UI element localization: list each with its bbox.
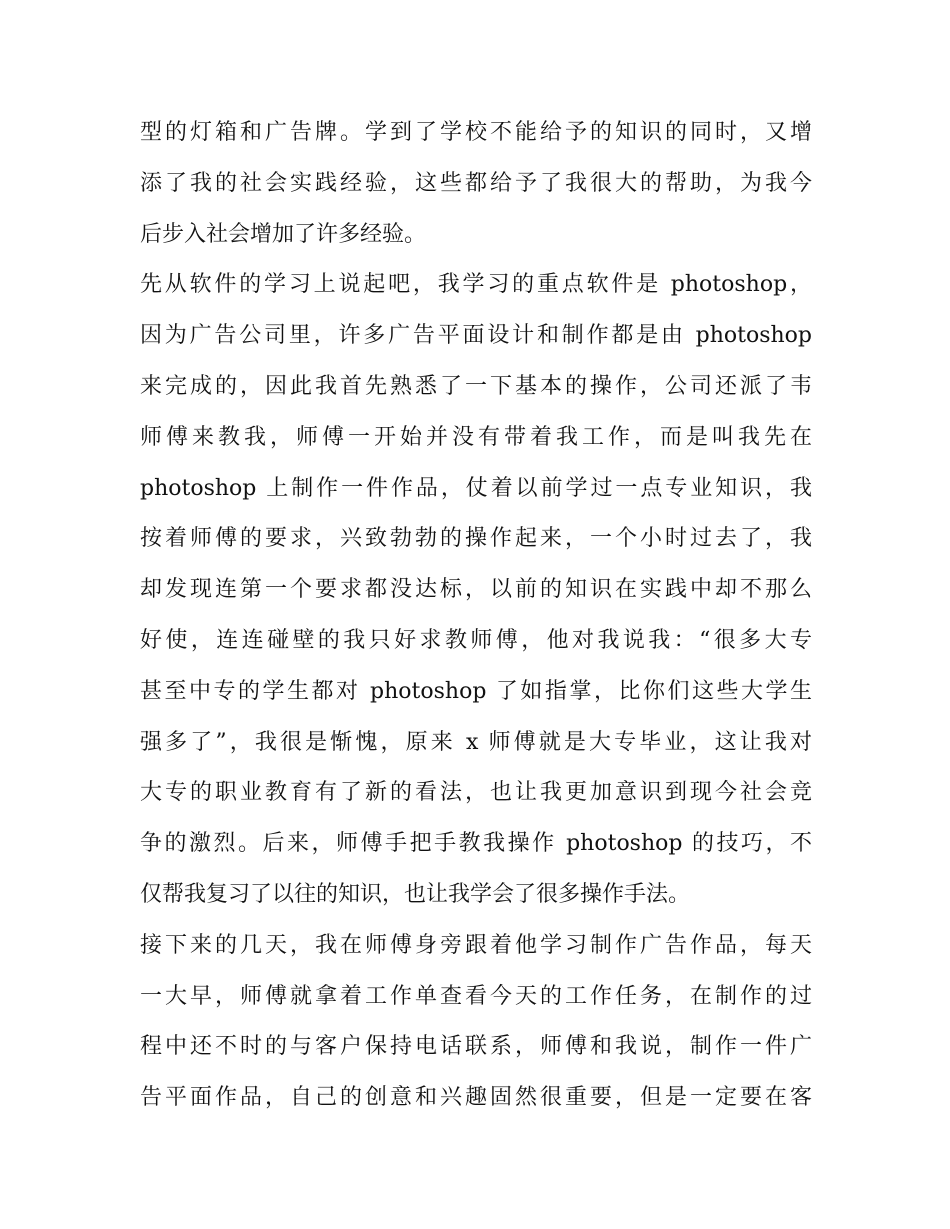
text-line: 强多了”，我很是惭愧，原来 x 师傅就是大专毕业，这让我对	[140, 729, 812, 755]
text-line: 大专的职业教育有了新的看法，也让我更加意识到现今社会竞	[140, 780, 812, 806]
text-line: 先从软件的学习上说起吧，我学习的重点软件是 photoshop，	[140, 272, 812, 298]
text-line: 后步入社会增加了许多经验。	[140, 221, 427, 247]
text-line: 程中还不时的与客户保持电话联系，师傅和我说，制作一件广	[140, 1034, 812, 1060]
text-line: 因为广告公司里，许多广告平面设计和制作都是由 photoshop	[140, 323, 812, 349]
text-line: 添了我的社会实践经验，这些都给予了我很大的帮助，为我今	[140, 170, 812, 196]
text-line: 好使，连连碰壁的我只好求教师傅，他对我说我：“很多大专	[140, 627, 812, 653]
text-line: 按着师傅的要求，兴致勃勃的操作起来，一个小时过去了，我	[140, 526, 812, 552]
text-line: 却发现连第一个要求都没达标，以前的知识在实践中却不那么	[140, 577, 812, 603]
text-line: 师傅来教我，师傅一开始并没有带着我工作，而是叫我先在	[140, 424, 812, 450]
text-line: 甚至中专的学生都对 photoshop 了如指掌，比你们这些大学生	[140, 678, 812, 704]
text-line: photoshop 上制作一件作品，仗着以前学过一点专业知识，我	[140, 475, 812, 501]
text-line: 争的激烈。后来，师傅手把手教我操作 photoshop 的技巧，不	[140, 831, 812, 857]
text-line: 型的灯箱和广告牌。学到了学校不能给予的知识的同时，又增	[140, 120, 812, 145]
text-line: 一大早，师傅就拿着工作单查看今天的工作任务，在制作的过	[140, 983, 812, 1009]
text-line: 告平面作品，自己的创意和兴趣固然很重要，但是一定要在客	[140, 1085, 812, 1111]
text-line: 接下来的几天，我在师傅身旁跟着他学习制作广告作品，每天	[140, 932, 812, 958]
text-line: 来完成的，因此我首先熟悉了一下基本的操作，公司还派了韦	[140, 373, 812, 399]
text-line: 仅帮我复习了以往的知识，也让我学会了很多操作手法。	[140, 881, 691, 907]
document-body	[140, 108, 812, 1124]
